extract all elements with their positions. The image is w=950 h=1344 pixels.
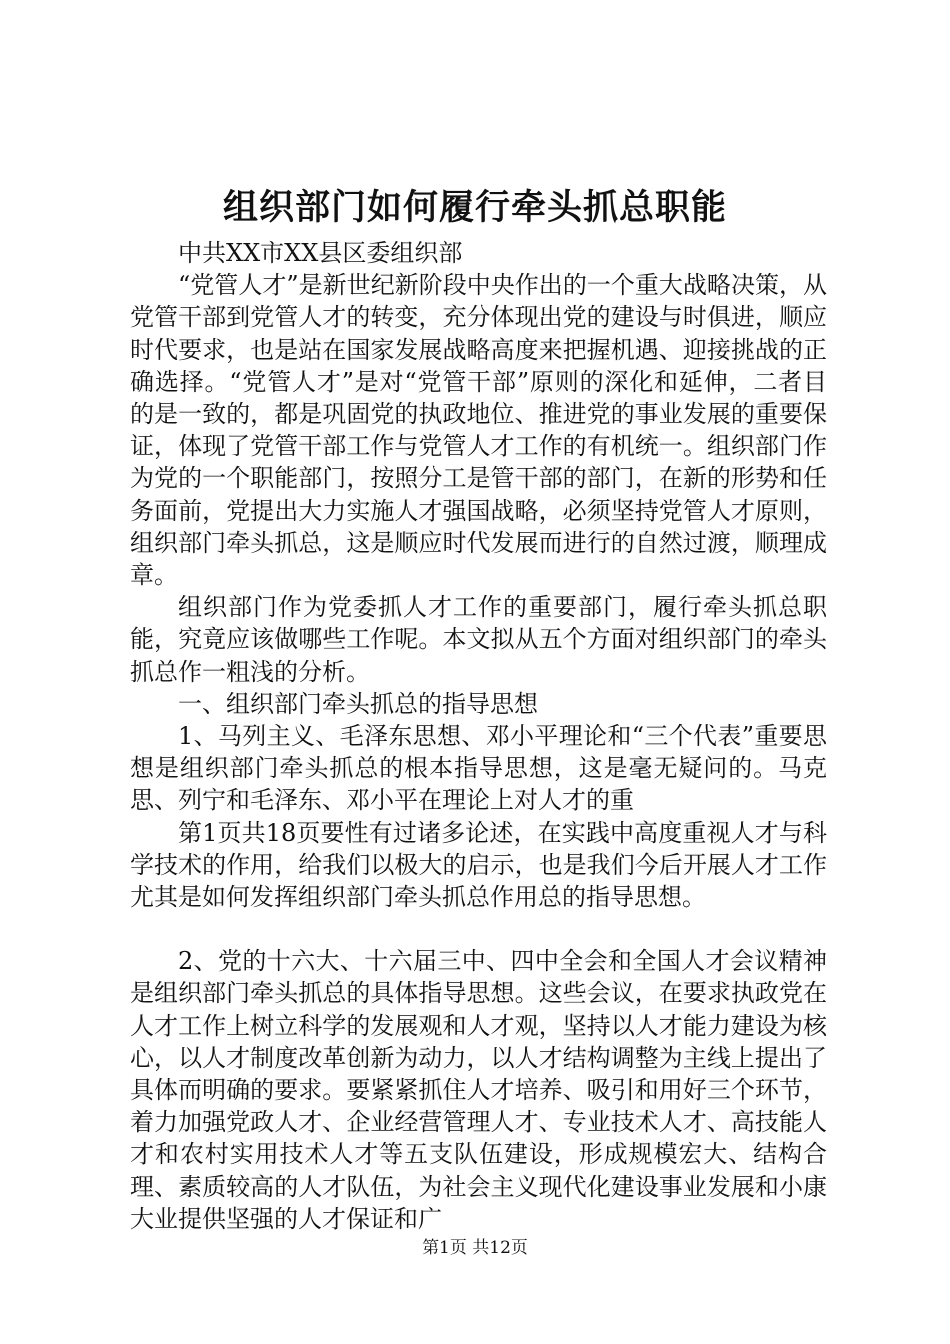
author-line: 中共XX市XX县区委组织部 <box>178 239 463 267</box>
page-footer: 第1页 共12页 <box>422 1238 528 1258</box>
document-title: 组织部门如何履行牵头抓总职能 <box>222 187 727 228</box>
paragraph: “党管人才”是新世纪新阶段中央作出的一个重大战略决策，从党管干部到党管人才的转变，充分体现出党的建设与时俱进，顺应时代要求，也是站在国家发展战略高度来把握机遇、迎接挑战的正确选择。“党管人才”是对“党管干部”原则的深化和延伸，二者目的是一致的，都是巩固党的执政地位、推进党的事业发展的重要保证，体现了党管干部工作与党管人才工作的有机统一。组织部门作为党的一个职能部门，按照分工是管干部的部门，在新的形势和任务面前，党提出大力实施人才强国战略，必须坚持党管人才原则，组织部门牵头抓总，这是顺应时代发展而进行的自然过渡，顺理成章。 <box>130 271 827 590</box>
section-heading: 一、组织部门牵头抓总的指导思想 <box>178 689 538 718</box>
paragraph: 第1页共18页要性有过诸多论述，在实践中高度重视人才与科学技术的作用，给我们以极大的启示，也是我们今后开展人才工作尤其是如何发挥组织部门牵头抓总作用总的指导思想。 <box>130 818 827 912</box>
paragraph: 2、党的十六大、十六届三中、四中全会和全国人才会议精神是组织部门牵头抓总的具体指导思想。这些会议，在要求执政党在人才工作上树立科学的发展观和人才观，坚持以人才能力建设为核心，以人才制度改革创新为动力，以人才结构调整为主线上提出了具体而明确的要求。要紧紧抓住人才培养、吸引和用好三个环节，着力加强党政人才、企业经营管理人才、专业技术人才、高技能人才和农村实用技术人才等五支队伍建设，形成规模宏大、结构合理、素质较高的人才队伍，为社会主义现代化建设事业发展和小康大业提供坚强的人才保证和广 <box>130 947 827 1233</box>
document-body <box>130 237 827 1235</box>
paragraph: 组织部门作为党委抓人才工作的重要部门，履行牵头抓总职能，究竟应该做哪些工作呢。本文拟从五个方面对组织部门的牵头抓总作一粗浅的分析。 <box>130 593 827 686</box>
paragraph: 1、马列主义、毛泽东思想、邓小平理论和“三个代表”重要思想是组织部门牵头抓总的根本指导思想，这是毫无疑问的。马克思、列宁和毛泽东、邓小平在理论上对人才的重 <box>130 722 827 815</box>
